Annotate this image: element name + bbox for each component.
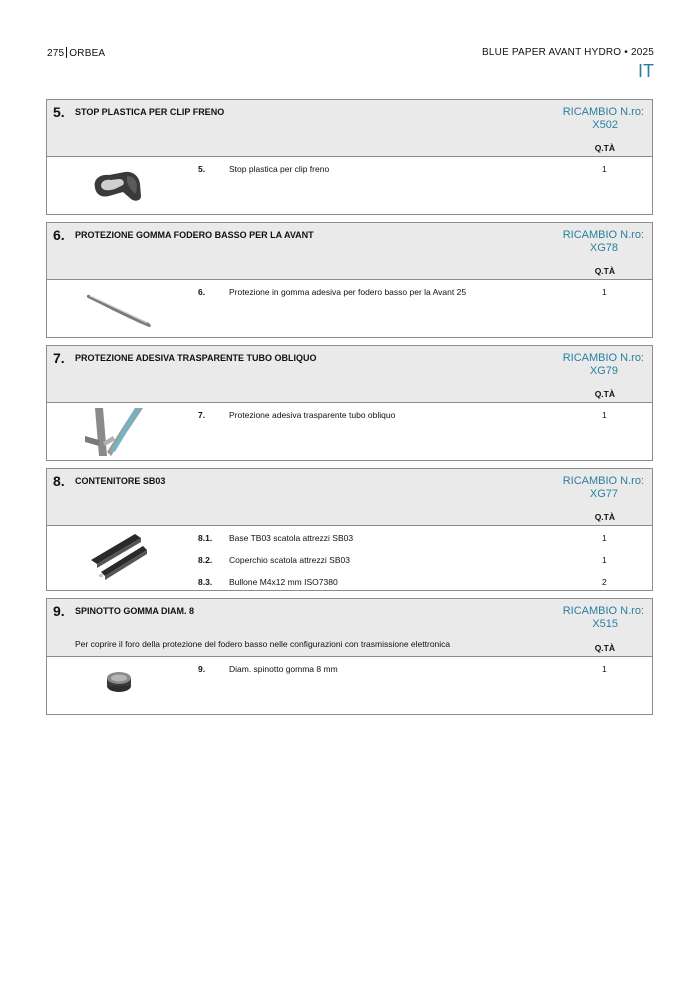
section-number: 7. [53,350,65,366]
ricambio-label: RICAMBIO N.ro: [562,229,644,241]
part-code: XG79 [589,365,618,377]
qty-header: Q.TÀ [594,643,615,653]
section-body [47,657,652,714]
page-number: 275 [47,48,65,59]
item-number: 9. [198,664,206,674]
item-number: 8.3. [198,577,213,587]
section-title: CONTENITORE SB03 [75,476,166,486]
page-header-left [47,47,105,59]
part-section-7 [46,345,653,461]
part-section-9 [46,598,653,715]
item-quantity: 1 [602,410,607,420]
ricambio-label: RICAMBIO N.ro: [562,605,644,617]
section-number: 6. [53,227,65,243]
item-description: Stop plastica per clip freno [229,164,330,174]
section-number: 9. [53,603,65,619]
document-title: BLUE PAPER AVANT HYDRO • 2025 [482,47,654,58]
section-title: PROTEZIONE ADESIVA TRASPARENTE TUBO OBLIQUO [75,353,317,363]
item-description: Bullone M4x12 mm ISO7380 [229,577,338,587]
item-description: Diam. spinotto gomma 8 mm [229,664,338,674]
item-number: 8.1. [198,533,213,543]
rubber-chainstay-protector-image [85,290,157,330]
downtube-protector-image [85,406,145,458]
item-quantity: 1 [602,664,607,674]
ricambio-label: RICAMBIO N.ro: [562,106,644,118]
section-header [47,599,652,657]
section-title: PROTEZIONE GOMMA FODERO BASSO PER LA AVANT [75,230,314,240]
rubber-plug-image [105,669,133,695]
ricambio-label: RICAMBIO N.ro: [562,352,644,364]
section-body [47,526,652,590]
header-divider [66,47,67,58]
section-number: 8. [53,473,65,489]
toolbox-image [89,530,147,580]
part-code: XG77 [589,488,618,500]
item-quantity: 1 [602,533,607,543]
section-note: Per coprire il foro della protezione del fodero basso nelle configurazioni con trasmissione elettronica [75,639,451,649]
section-body [47,157,652,214]
section-header [47,223,652,280]
qty-header: Q.TÀ [594,512,615,522]
item-number: 8.2. [198,555,213,565]
section-header [47,469,652,526]
item-number: 6. [198,287,206,297]
section-title: SPINOTTO GOMMA DIAM. 8 [75,606,195,616]
part-section-8 [46,468,653,591]
item-description: Protezione adesiva trasparente tubo obliquo [229,410,396,420]
item-description: Protezione in gomma adesiva per fodero basso per la Avant 25 [229,287,467,297]
qty-header: Q.TÀ [594,266,615,276]
section-body [47,403,652,460]
item-number: 5. [198,164,206,174]
part-code: X515 [592,618,618,630]
part-section-6 [46,222,653,338]
brake-clip-stop-image [89,166,147,204]
qty-header: Q.TÀ [594,143,615,153]
section-body [47,280,652,337]
item-quantity: 1 [602,164,607,174]
item-quantity: 1 [602,287,607,297]
section-header [47,100,652,157]
item-quantity: 1 [602,555,607,565]
section-number: 5. [53,104,65,120]
part-code: X502 [592,119,618,131]
brand-name: ORBEA [69,48,106,59]
section-header [47,346,652,403]
qty-header: Q.TÀ [594,389,615,399]
section-title: STOP PLASTICA PER CLIP FRENO [75,107,225,117]
ricambio-label: RICAMBIO N.ro: [562,475,644,487]
language-code: IT [638,61,654,81]
item-description: Base TB03 scatola attrezzi SB03 [229,533,354,543]
part-code: XG78 [589,242,618,254]
item-number: 7. [198,410,206,420]
item-quantity: 2 [602,577,607,587]
item-description: Coperchio scatola attrezzi SB03 [229,555,350,565]
part-section-5 [46,99,653,215]
